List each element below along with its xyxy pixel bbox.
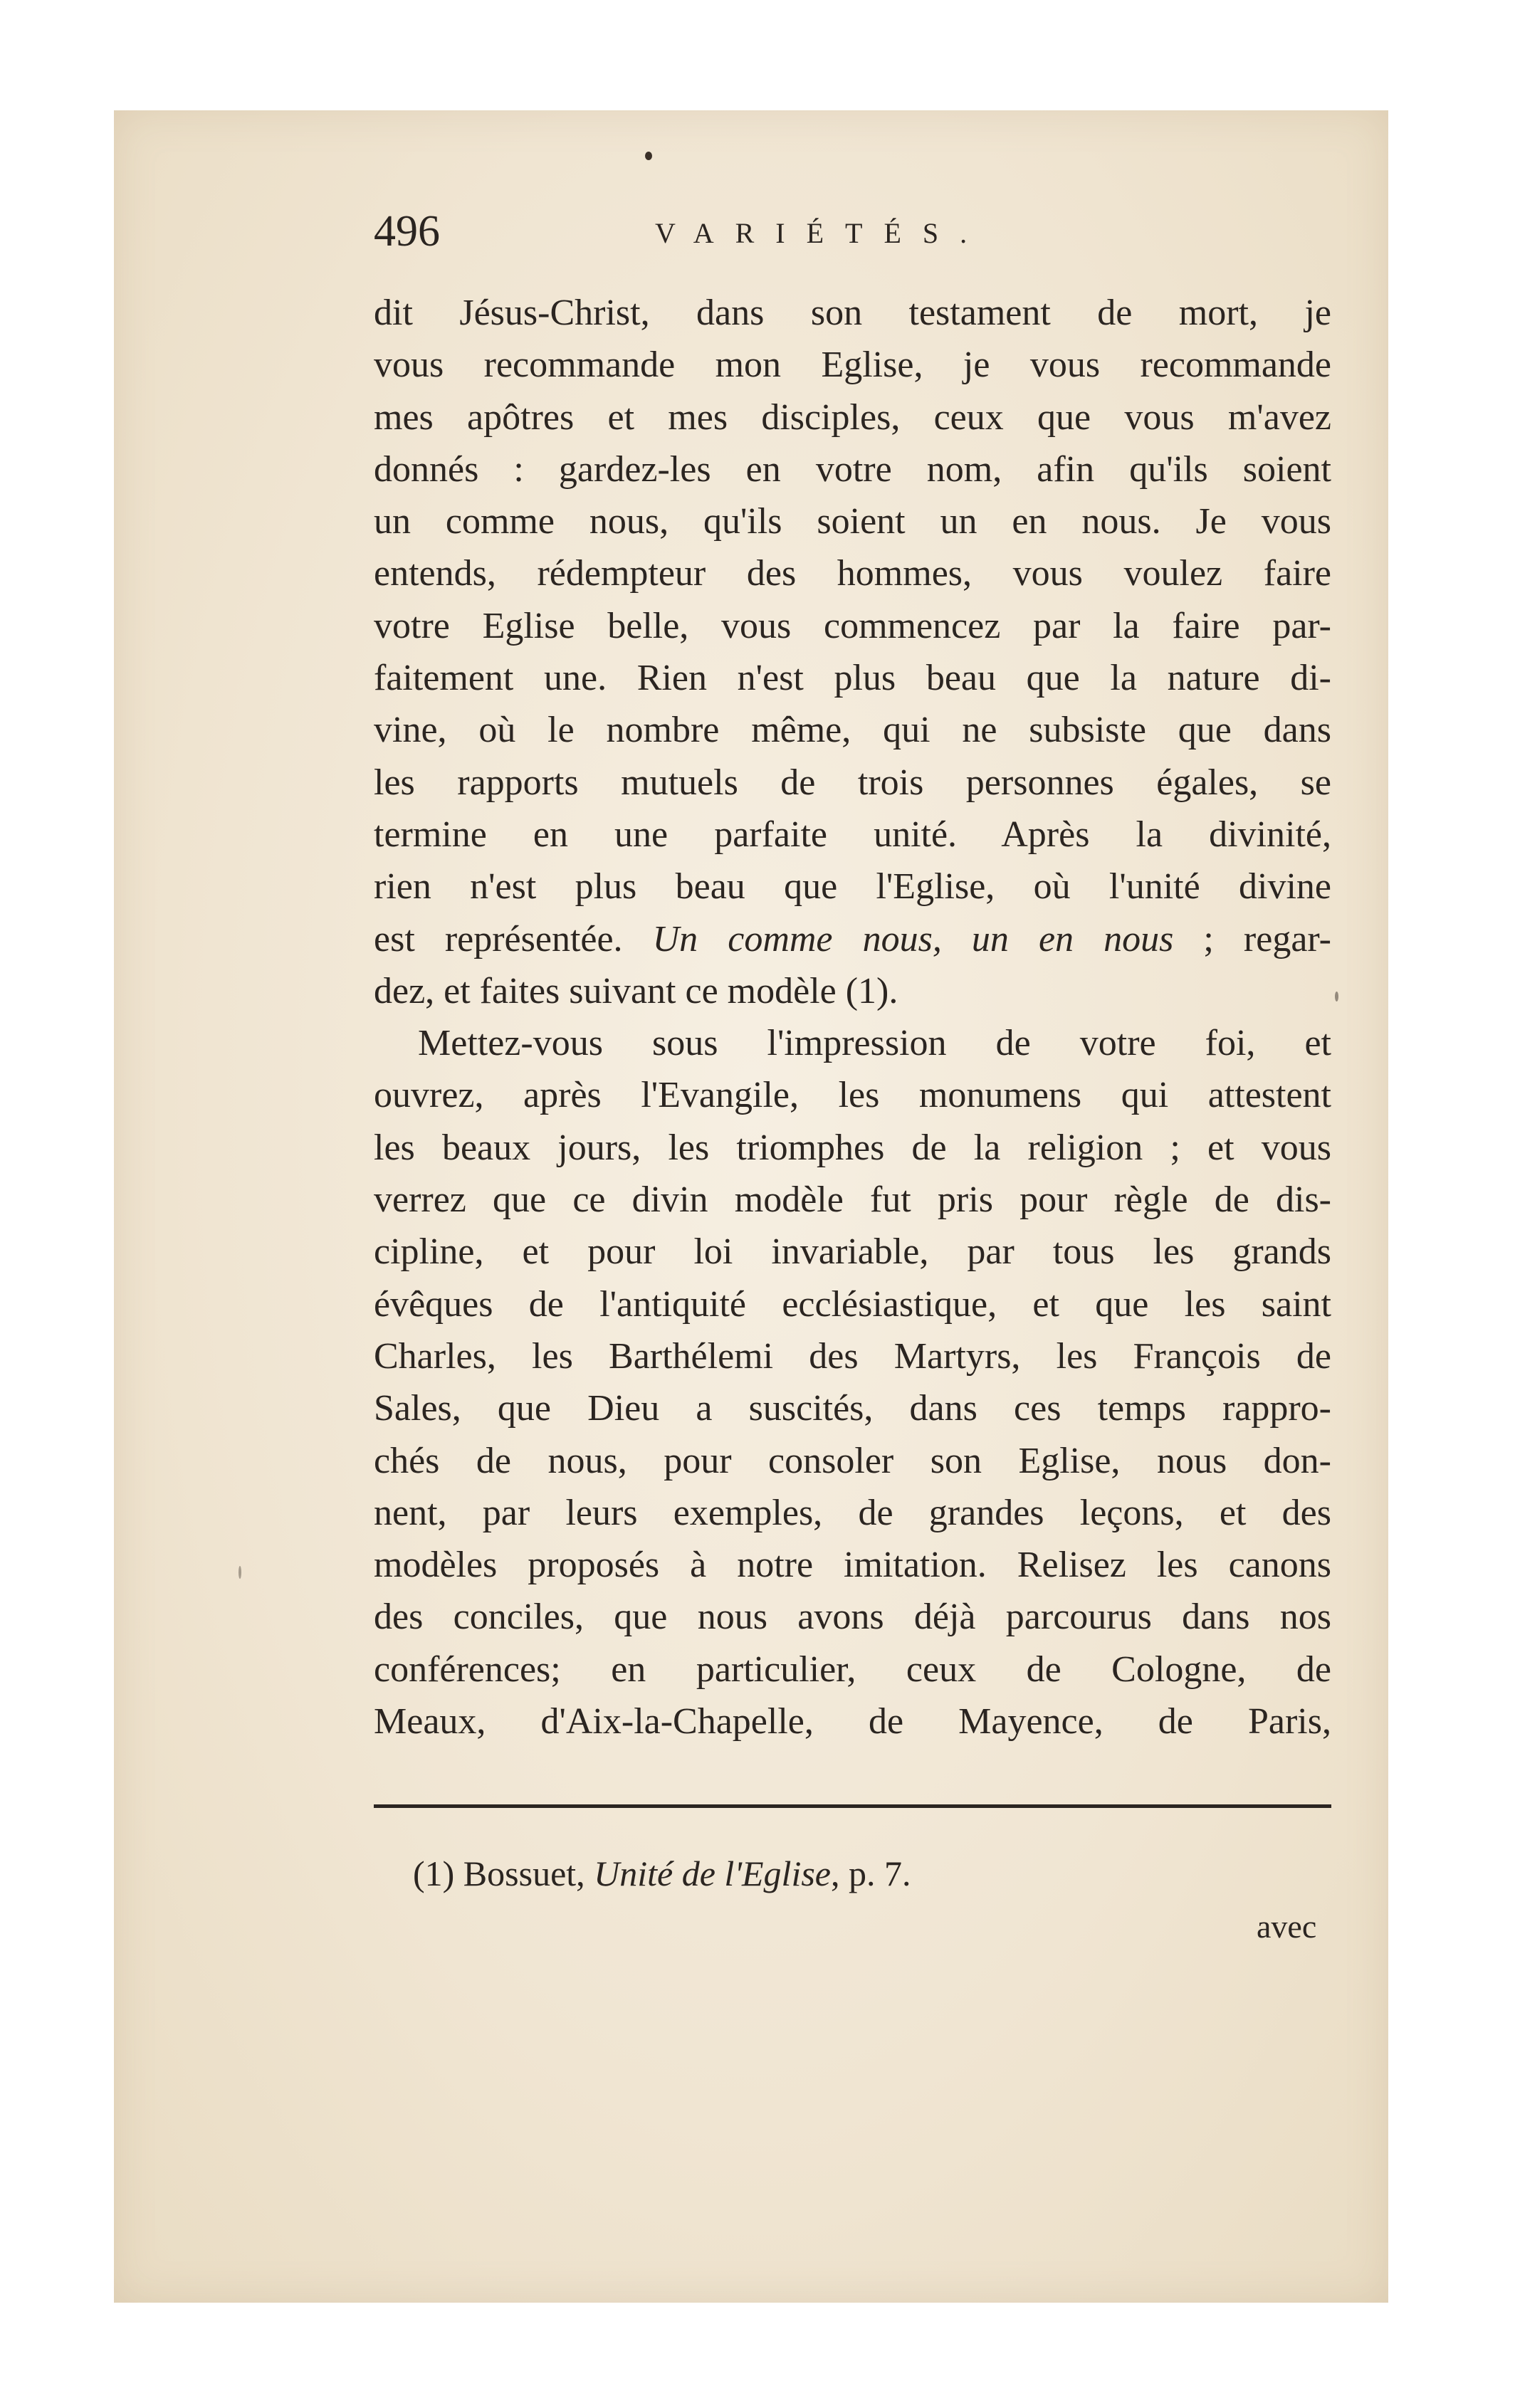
text-line: chés de nous, pour consoler son Eglise, nous don- <box>374 1440 1331 1481</box>
text-segment: est représentée. <box>374 918 653 959</box>
text-line: dit Jésus-Christ, dans son testament de mort, je <box>374 293 1331 333</box>
text-line: Charles, les Barthélemi des Martyrs, les François de <box>374 1335 1331 1377</box>
footnote-tail: , p. 7. <box>831 1854 911 1893</box>
text-line: votre Eglise belle, vous commencez par la faire par- <box>374 605 1331 646</box>
text-line: rien n'est plus beau que l'Eglise, où l'unité divine <box>374 866 1331 908</box>
text-line: conférences; en particulier, ceux de Cologne, de <box>374 1649 1331 1690</box>
catchword: avec <box>1257 1908 1317 1945</box>
text-line: évêques de l'antiquité ecclésiastique, et que les saint <box>374 1283 1331 1325</box>
ink-speck <box>645 152 652 160</box>
text-line: des conciles, que nous avons déjà parcourus dans nos <box>374 1597 1331 1638</box>
text-segment: ; regar- <box>1173 918 1331 959</box>
text-line: faitement une. Rien n'est plus beau que la nature di- <box>374 658 1331 699</box>
text-line: un comme nous, qu'ils soient un en nous. Je vous <box>374 501 1331 542</box>
text-line: nent, par leurs exemples, de grandes leçons, et des <box>374 1492 1331 1533</box>
italic-quote: Un comme nous, un en nous <box>652 918 1174 959</box>
footnote-rule <box>374 1804 1331 1808</box>
running-head: VARIÉTÉS. <box>655 217 989 249</box>
ink-speck <box>1335 992 1338 1001</box>
text-line: vous recommande mon Eglise, je vous recommande <box>374 345 1331 386</box>
footnote-marker: (1) Bossuet, <box>413 1854 594 1893</box>
ink-speck <box>238 1566 241 1579</box>
text-line: cipline, et pour loi invariable, par tous les grands <box>374 1231 1331 1273</box>
text-line: dez, et faites suivant ce modèle (1). <box>374 970 898 1011</box>
page-header <box>374 206 1207 263</box>
text-line: ouvrez, après l'Evangile, les monumens qui attestent <box>374 1075 1331 1116</box>
text-line: Meaux, d'Aix-la-Chapelle, de Mayence, de Paris, <box>374 1701 1331 1742</box>
book-page <box>114 110 1388 2303</box>
text-line: les rapports mutuels de trois personnes égales, se <box>374 762 1331 803</box>
footnote-title: Unité de l'Eglise <box>594 1854 831 1893</box>
page-number: 496 <box>374 207 440 256</box>
paragraph-start-line: Mettez-vous sous l'impression de votre foi, et <box>418 1023 1331 1064</box>
text-line: mes apôtres et mes disciples, ceux que vous m'avez <box>374 396 1331 438</box>
text-line: modèles proposés à notre imitation. Relisez les canons <box>374 1545 1331 1586</box>
text-line: Sales, que Dieu a suscités, dans ces temps rappro- <box>374 1388 1331 1429</box>
text-line: entends, rédempteur des hommes, vous voulez faire <box>374 553 1331 594</box>
footnote <box>413 1853 911 1894</box>
text-line: termine en une parfaite unité. Après la divinité, <box>374 814 1331 855</box>
text-line: vine, où le nombre même, qui ne subsiste que dans <box>374 710 1331 751</box>
text-line: donnés : gardez-les en votre nom, afin qu'ils soient <box>374 448 1331 490</box>
text-line-mixed <box>374 913 1331 965</box>
text-line: les beaux jours, les triomphes de la religion ; et vous <box>374 1127 1331 1168</box>
body-text <box>374 287 1331 1747</box>
text-line: verrez que ce divin modèle fut pris pour règle de dis- <box>374 1179 1331 1221</box>
